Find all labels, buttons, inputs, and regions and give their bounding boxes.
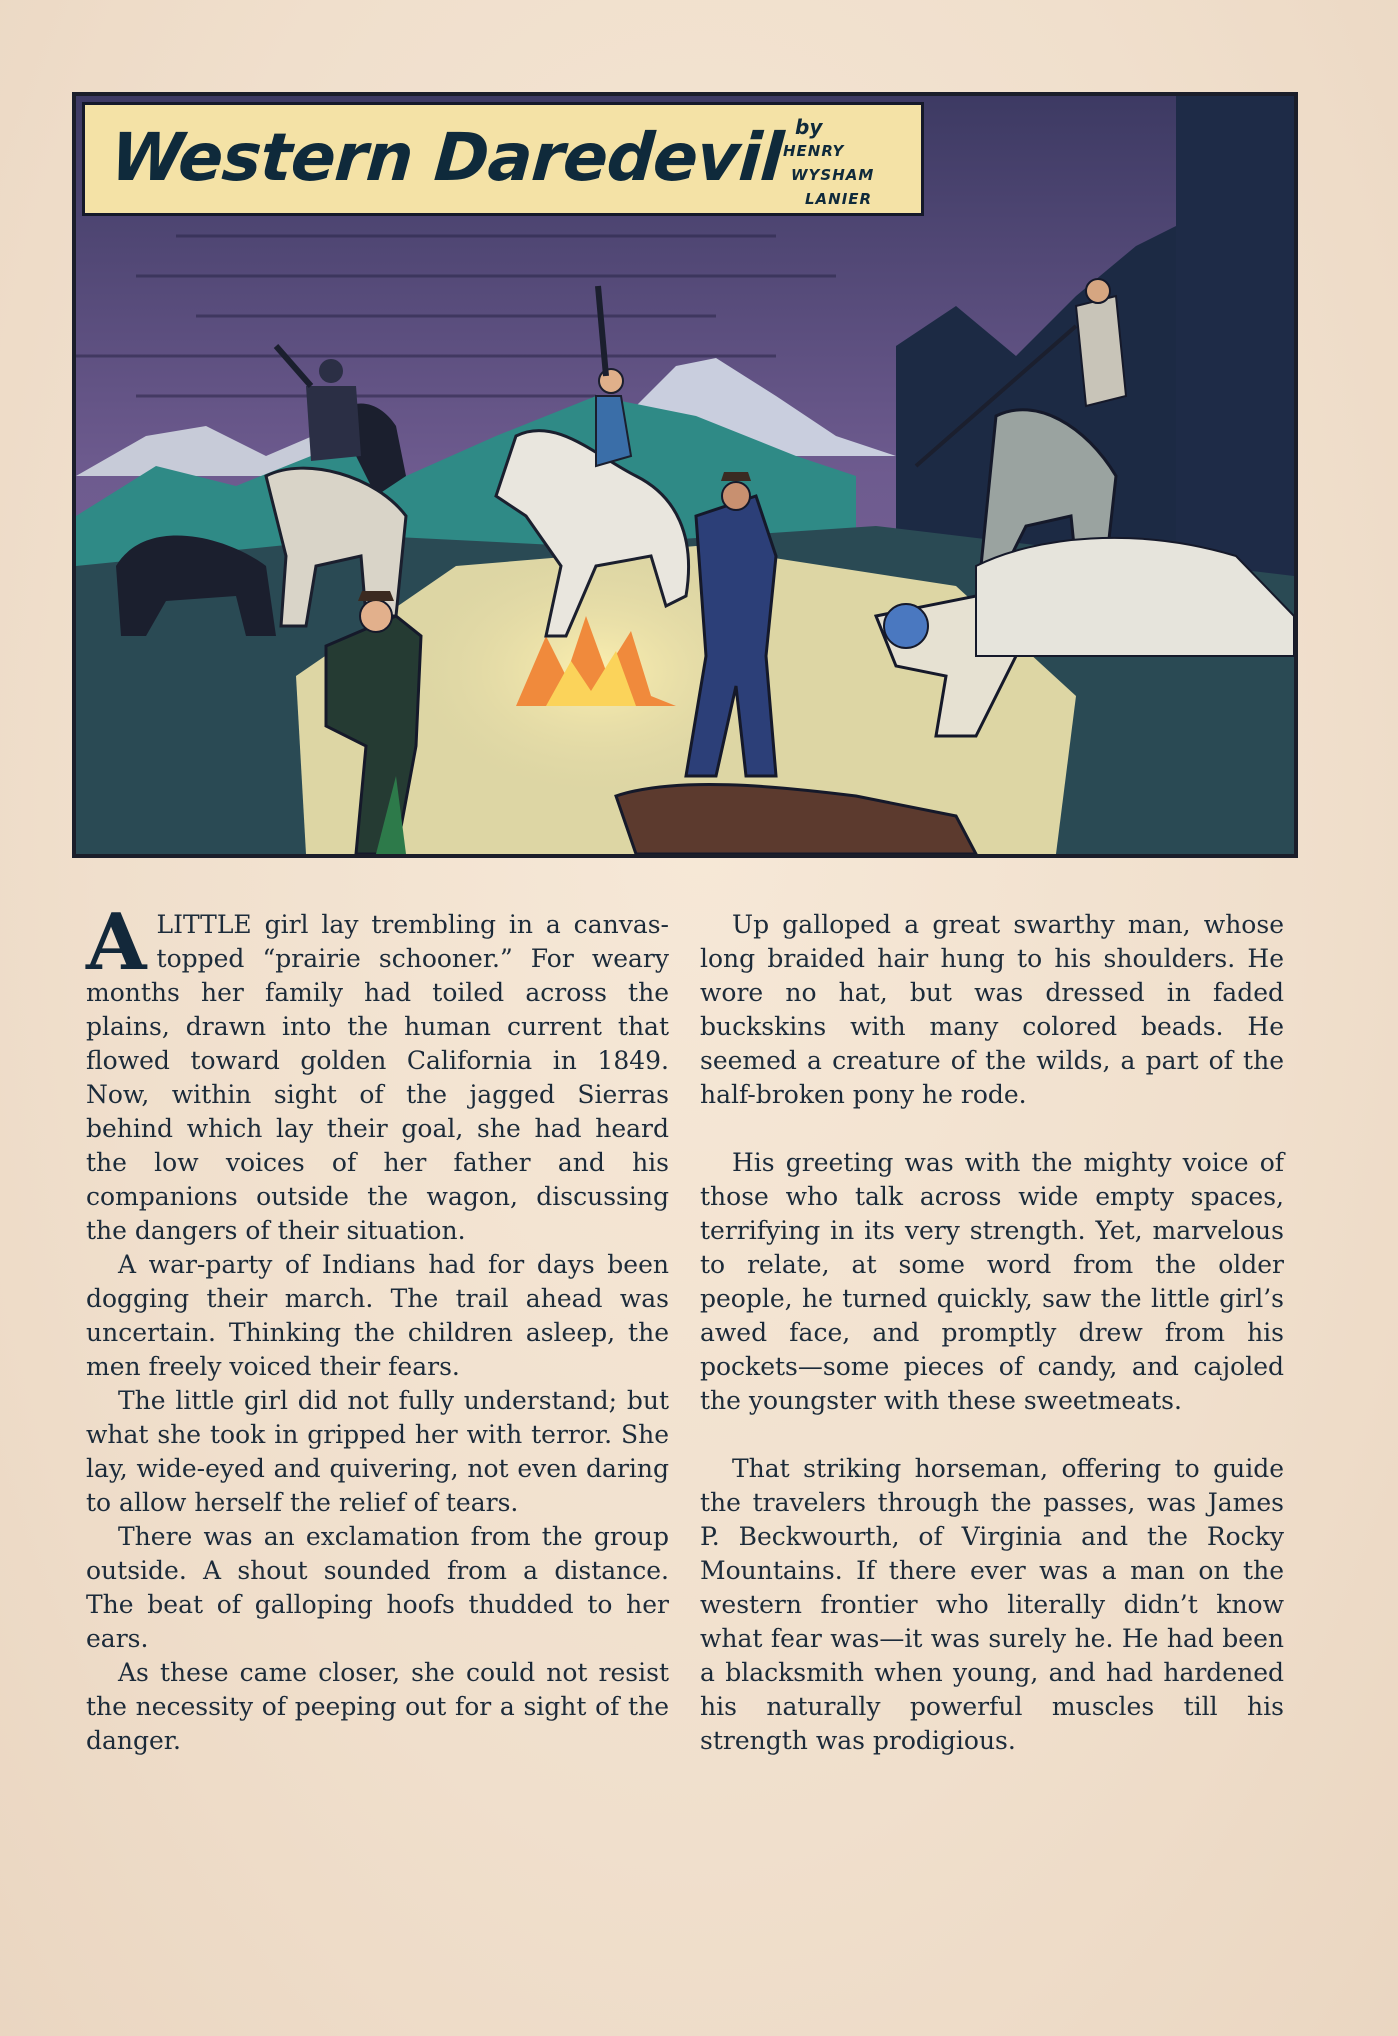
paragraph: Up galloped a great swarthy man, whose long braided hair hung to his shoulders. He wore no hat, but was dressed in faded buckskins with many colored beads. He seemed a creature of the wilds, a part of the half-broken pony he rode. — [700, 910, 1284, 1109]
author-last-name: LANIER — [805, 190, 873, 208]
drop-cap: A — [86, 897, 147, 988]
paragraph: There was an exclamation from the group outside. A shout sounded from a distance. The beat of galloping hoofs thudded to her ears. — [86, 1522, 669, 1653]
paragraph: That striking horseman, offering to guide the travelers through the passes, was James P. Beckwourth, of Virginia and the Rocky Mountains. If there ever was a man on the western frontier who literally didn’t know what fear was—it was surely he. He had been a blacksmith when young, and had hardened his naturally powerful muscles till his strength was prodigious. — [700, 1454, 1284, 1755]
paragraph: As these came closer, she could not resist the necessity of peeping out for a sight of the danger. — [86, 1658, 669, 1755]
article-column-left — [86, 897, 669, 1758]
paragraph-text: LITTLE girl lay trembling in a canvas-topped “prairie schooner.” For weary months her family had toiled across the plains, drawn into the human current that flowed toward golden California in 1849. Now, within sight of the jagged Sierras behind which lay their goal, she had heard the low voices of her father and his companions outside the wagon, discussing the dangers of their situation. — [86, 910, 669, 1245]
paragraph — [86, 897, 669, 1248]
story-title: Western Daredevil — [108, 119, 786, 196]
byline — [783, 115, 923, 211]
paragraph-gap — [700, 1112, 1284, 1146]
illustration-panel — [72, 92, 1298, 858]
author-first-name: HENRY — [783, 142, 845, 160]
paragraph: The little girl did not fully understand; but what she took in gripped her with terror. She lay, wide-eyed and quivering, not even daring to allow herself the relief of tears. — [86, 1386, 669, 1517]
author-middle-name: WYSHAM — [791, 166, 875, 184]
byline-by: by — [795, 115, 823, 139]
paragraph: A war-party of Indians had for days been dogging their march. The trail ahead was uncertain. Thinking the children asleep, the men freely voiced their fears. — [86, 1250, 669, 1381]
article-column-right — [700, 908, 1284, 1758]
title-box — [82, 102, 924, 216]
paragraph: His greeting was with the mighty voice of those who talk across wide empty spaces, terrifying in its very strength. Yet, marvelous to relate, at some word from the older people, he turned quickly, saw the little girl’s awed face, and promptly drew from his pockets—some pieces of candy, and cajoled the youngster with these sweetmeats. — [700, 1148, 1284, 1415]
paragraph-gap — [700, 1418, 1284, 1452]
